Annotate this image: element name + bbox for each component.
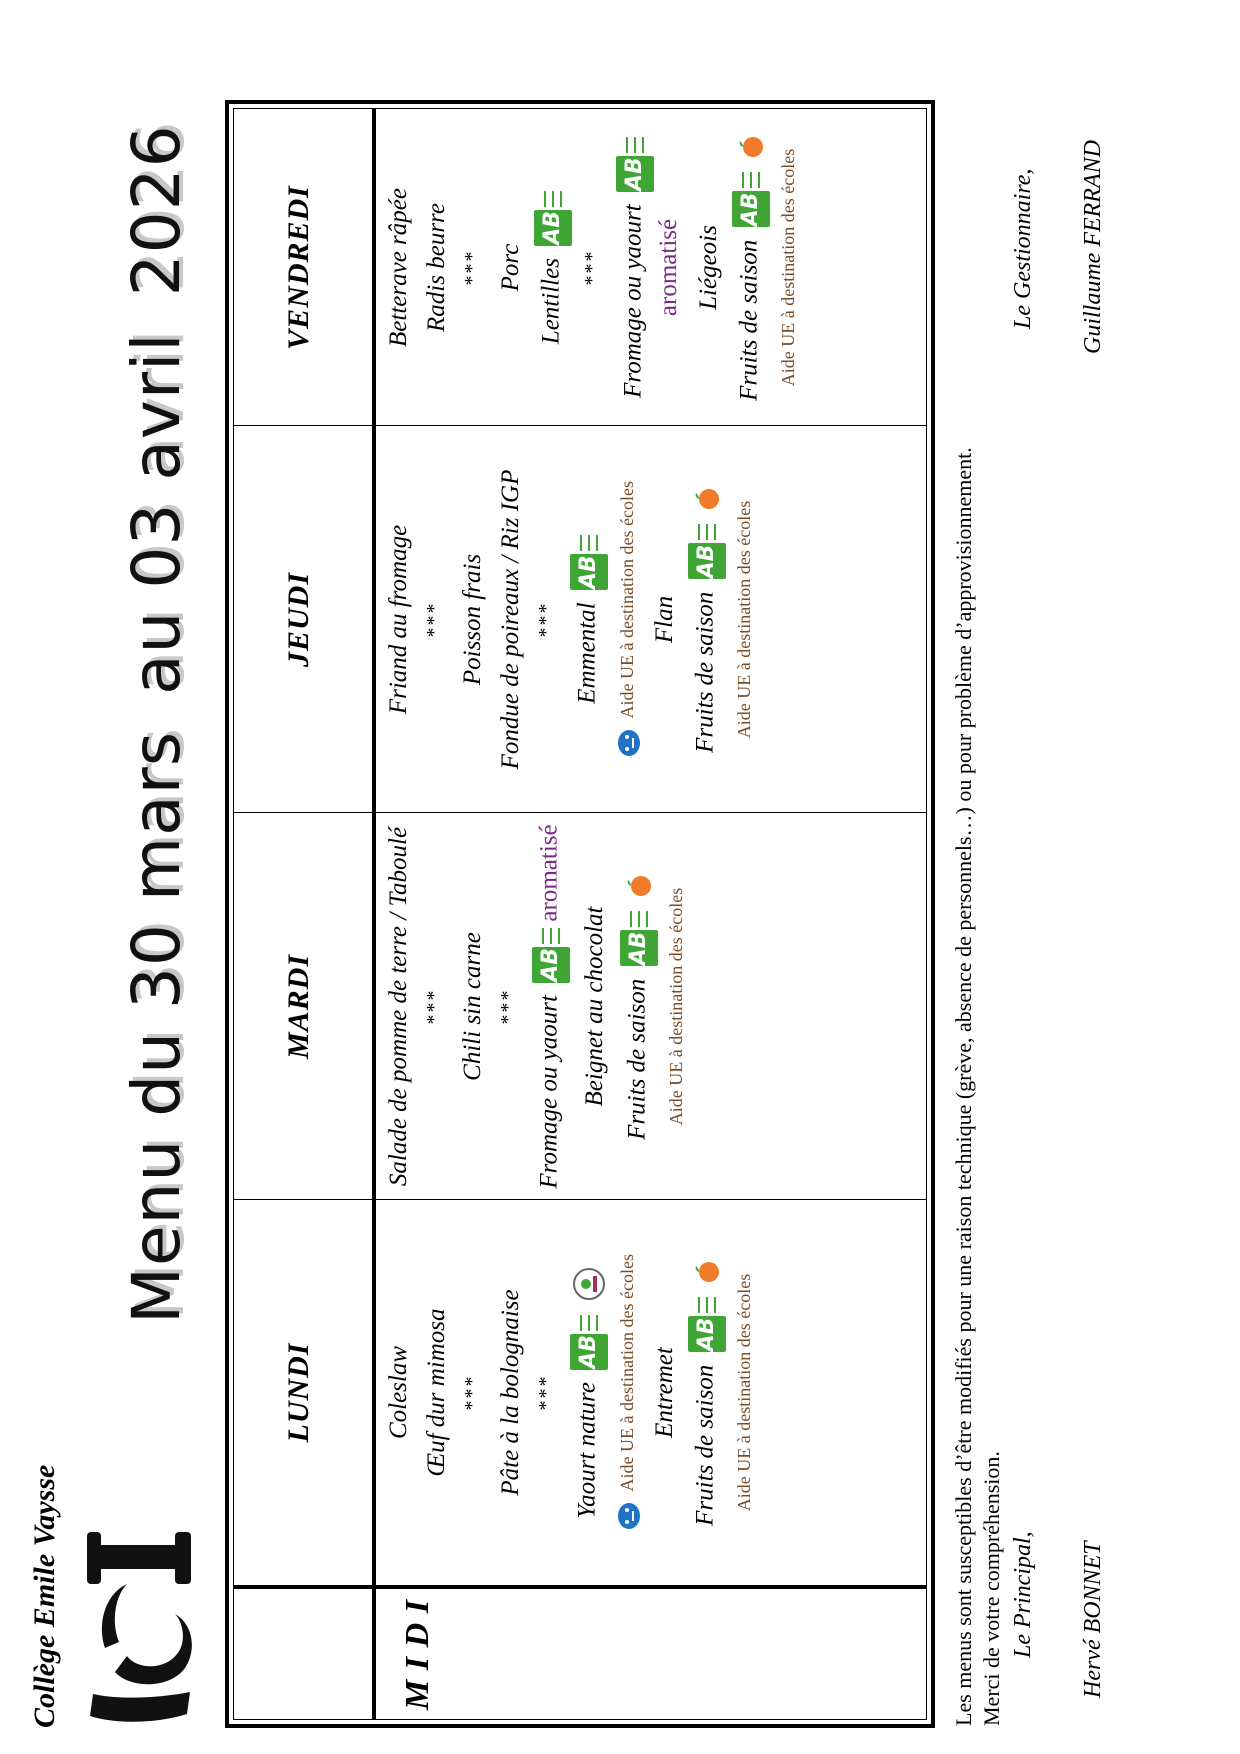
dish-yaourt-nature: [570, 1210, 608, 1575]
dish-pate-bolognaise: Pâte à la bolognaise: [497, 1289, 524, 1496]
footer-line-1: Les menus sont susceptibles d’être modifiés pour une raison technique (grève, absence de personnels…) ou pour problème d’approvisionnement.: [951, 447, 976, 1726]
separator: ***: [461, 1374, 483, 1411]
midi-letter: I: [399, 1600, 436, 1614]
day-name-jeudi: JEUDI: [282, 572, 315, 668]
midi-letter: M: [399, 1679, 436, 1710]
principal-title: Le Principal,: [1010, 1531, 1036, 1658]
day-name-vendredi: VENDREDI: [282, 185, 315, 350]
organic-ab-icon: AB: [620, 911, 658, 966]
ue-note: Aide UE à destination des écoles: [734, 1273, 754, 1512]
dish-fondue-poireaux: Fondue de poireaux / Riz IGP: [497, 469, 524, 770]
day-column-lundi: [234, 1199, 926, 1585]
organic-ab-icon: AB: [732, 172, 770, 227]
eu-school-scheme-icon: [616, 1501, 642, 1531]
gestionnaire-title: Le Gestionnaire,: [1010, 168, 1036, 329]
day-name-mardi: MARDI: [282, 953, 315, 1060]
day-name-lundi: LUNDI: [282, 1342, 315, 1443]
gestionnaire-name: Guillaume FERRAND: [1080, 140, 1106, 354]
organic-ab-icon: AB: [688, 1297, 726, 1352]
organic-ab-icon: AB: [570, 535, 608, 590]
fruit-icon: [694, 486, 720, 512]
dish-lentilles: Lentilles AB: [534, 119, 572, 416]
dish-salade-pomme-de-terre: Salade de pomme de terre / Taboulé: [385, 826, 412, 1187]
ue-note: Aide UE à destination des écoles: [666, 887, 686, 1126]
separator: ***: [535, 1374, 557, 1411]
aromatise-label: aromatisé: [655, 218, 682, 317]
midi-letter: I: [399, 1656, 436, 1671]
day-column-mardi: [234, 812, 926, 1200]
ue-note: Aide UE à destination des écoles: [616, 1210, 642, 1575]
title-year: 2026: [118, 124, 195, 297]
organic-ab-icon: AB: [688, 524, 726, 579]
day-column-jeudi: [234, 425, 926, 813]
dish-fromage-ou-yaourt: Fromage ou yaourt AB aromatisé: [532, 823, 570, 1190]
dish-entremet: Entremet: [651, 1347, 678, 1438]
separator: ***: [535, 601, 557, 638]
dish-porc: Porc: [497, 243, 524, 292]
day-column-vendredi: [234, 109, 926, 426]
separator: ***: [423, 988, 445, 1025]
organic-ab-icon: AB: [534, 191, 572, 246]
fruit-icon: [694, 1259, 720, 1285]
organic-ab-icon: AB: [570, 1315, 608, 1370]
dish-chili-sin-carne: Chili sin carne: [459, 932, 486, 1081]
separator: ***: [461, 249, 483, 286]
dish-coleslaw: Coleslaw: [385, 1345, 412, 1440]
fruit-icon: [626, 873, 652, 899]
dish-fruits-de-saison: Fruits de saison AB: [732, 119, 770, 416]
footer-notice: [950, 106, 1005, 1726]
dish-fruits-de-saison: Fruits de saison AB: [688, 436, 726, 803]
separator: ***: [497, 988, 519, 1025]
terroir-seal-icon: [572, 1267, 606, 1301]
dish-fruits-de-saison: Fruits de saison AB: [688, 1210, 726, 1575]
midi-column: [234, 1585, 926, 1719]
dish-liegeois: Liégeois: [695, 225, 722, 310]
ue-note: Aide UE à destination des écoles: [734, 500, 754, 739]
dish-fruits-de-saison: Fruits de saison AB: [620, 823, 658, 1190]
dish-flan: Flan: [651, 595, 678, 644]
principal-name: Hervé BONNET: [1080, 1541, 1106, 1698]
ue-note: Aide UE à destination des écoles: [616, 436, 642, 803]
separator: ***: [423, 601, 445, 638]
footer-line-2: Merci de votre compréhension.: [978, 1451, 1004, 1726]
dish-yaourt-nature-label: Yaourt nature: [573, 1382, 601, 1519]
title-part-1: Menu du 30 mars: [118, 730, 195, 1324]
midi-letter: D: [399, 1622, 436, 1648]
aromatise-label: aromatisé: [535, 824, 563, 922]
menu-table: [225, 100, 935, 1728]
dish-radis-beurre: Radis beurre: [423, 203, 450, 332]
eu-school-scheme-icon: [616, 728, 642, 758]
organic-ab-icon: AB: [532, 928, 570, 983]
school-logo-icon: [75, 1524, 205, 1734]
dish-oeuf-mimosa: Œuf dur mimosa: [423, 1308, 450, 1477]
fruit-icon: [738, 134, 764, 160]
dish-friand-fromage: Friand au fromage: [385, 524, 412, 715]
separator: ***: [581, 249, 603, 286]
dish-beignet-chocolat: Beignet au chocolat: [581, 906, 608, 1107]
dish-poisson-frais: Poisson frais: [459, 553, 486, 686]
dish-betterave-rapee: Betterave râpée: [385, 188, 412, 347]
title-part-2: au 03 avril: [118, 332, 195, 695]
school-name: Collège Emile Vaysse: [28, 1464, 61, 1728]
organic-ab-icon: AB: [616, 137, 654, 192]
dish-emmental: Emmental AB: [570, 436, 608, 803]
page-title: [118, 110, 195, 1324]
ue-note: Aide UE à destination des écoles: [778, 148, 798, 387]
dish-fromage-ou-yaourt: Fromage ou yaourt AB aromatisé: [616, 119, 684, 416]
